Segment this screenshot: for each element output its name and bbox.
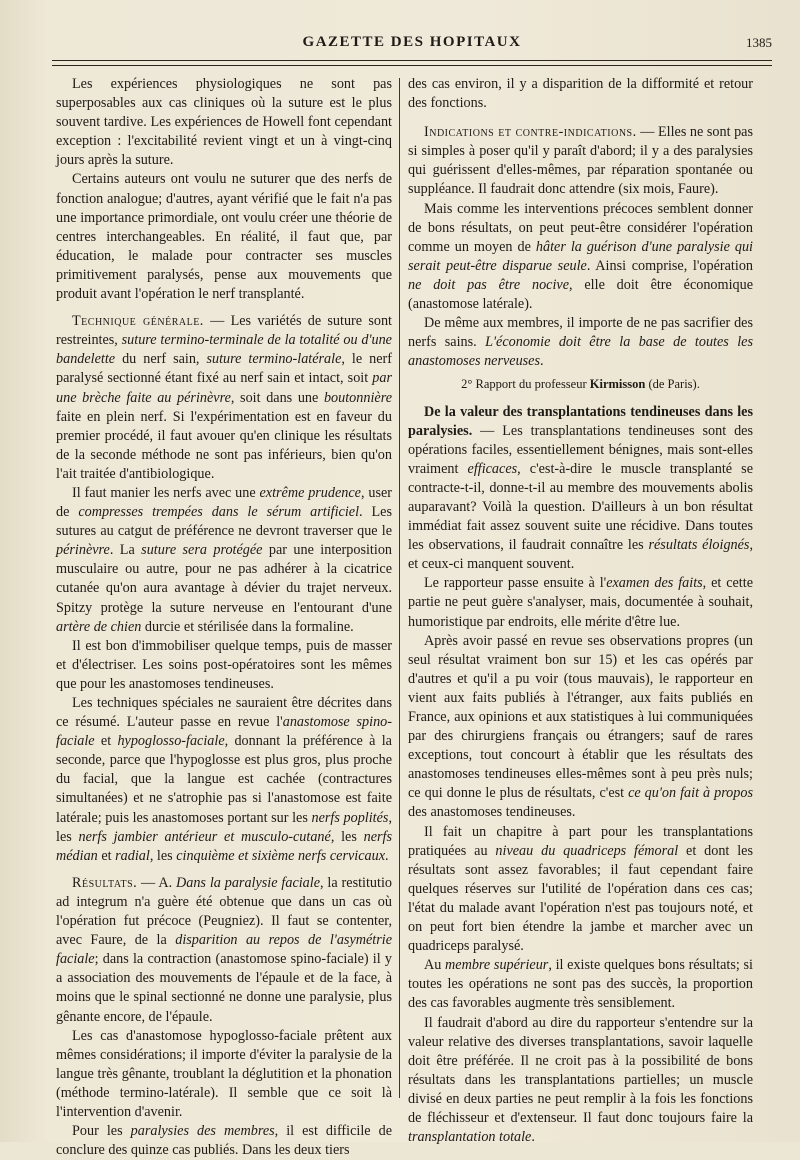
paragraph: Résultats. — A. Dans la paralysie faciale, la restitutio ad integrum n'a guère été obtenue que dans un cas où l'opération fut précoce (Peugniez). Il faut se contenter, avec Faure, de la disparition au repos de l'asymétrie faciale; dans la contraction (anastomose spino-faciale) il y a association des mouvements de l'épaule et de la face, à moins que le spinal sectionné ne donne une paralysie, plus gênante encore, de l'épaule. — [56, 874, 392, 1025]
left-column — [56, 75, 392, 1160]
paragraph: des cas environ, il y a disparition de la difformité et retour des fonctions. — [408, 76, 753, 112]
report-subheading: 2° Rapport du professeur Kirmisson (de Paris). — [461, 377, 700, 392]
paragraph: Il fait un chapitre à part pour les transplantations pratiquées au niveau du quadriceps fémoral et dont les résultats sont assez favorables; il faut cependant faire quelques réserves sur l'utilité de l'opération dans ces cas; l'état du malade avant l'opération n'est pas toujours noté, et on peut fort bien étendre la jambe et marcher avec un quadriceps paralysé. — [408, 823, 753, 955]
paragraph: Au membre supérieur, il existe quelques bons résultats; si toutes les opérations ne sont pas des succès, la proportion des cas favorables augmente très sensiblement. — [408, 957, 753, 1012]
paragraph: Les cas d'anastomose hypoglosso-faciale prêtent aux mêmes considérations; il importe d'éviter la paralysie de la langue très gênante, troublant la déglutition et la phonation (méthode termino-latérale). Il semble que ce soit là l'intervention d'avenir. — [56, 1027, 392, 1120]
page-number: 1385 — [746, 35, 772, 50]
paragraph: Technique générale. — Les variétés de suture sont restreintes, suture termino-terminale de la totalité ou d'une bandelette du nerf sain, suture termino-latérale, le nerf paralysé sectionné étant fixé au nerf sain et intact, soit par une brèche faite au périnèvre, soit dans une boutonnière faite en plein nerf. Si l'expérimentation est en faveur du premier procédé, il faut avouer qu'en clinique les résultats de la seconde méthode ne sont pas inférieurs, bien qu'on l'ait traitée d'antibiologique. — [56, 313, 392, 482]
paragraph: Certains auteurs ont voulu ne suturer que des nerfs de fonction analogue; d'autres, ayant vérifié que le fait n'a pas une importance primordiale, ont voulu créer une théorie de centres interchangeables. En réalité, il faut que, par éducation, le malade pour contracter ses muscles primitivement paralysés, pense aux mouvements que produit avant l'opération le nerf transplanté. — [56, 171, 392, 303]
paragraph: Mais comme les interventions précoces semblent donner de bons résultats, on peut peut-être considérer l'opération comme un moyen de hâter la guérison d'une paralysie qui serait peut-être disparue seule. Ainsi comprise, l'opération ne doit pas être nocive, elle doit être économique (anastomose latérale). — [408, 200, 754, 313]
section-heading: Technique générale. — [72, 313, 204, 330]
section-heading: De la valeur des transplantations tendineuses dans les paralysies. — [408, 403, 753, 439]
section-heading: Résultats. — [72, 874, 138, 891]
paragraph: Il faudrait d'abord au dire du rapporteur s'entendre sur la valeur relative des diverses transplantations, savoir laquelle doit être préférée. Il ne croit pas à la possibilité de bons résultats dans les transplantations partielles; un muscle divisé en deux parties ne peut remplir à la fois les fonctions de fléchisseur et d'extenseur. Il faut donc toujours faire la transplantation totale. — [408, 1014, 753, 1146]
paragraph: Après avoir passé en revue ses observations propres (un seul résultat vraiment bon sur 15) et les cas opérés par d'autres et qu'il a pu voir (tous mauvais), le rapporteur en vient aux faits publiés à l'étranger, aux faits publiés en France, aux opinions et aux statistiques à lui communiquées par des chirurgiens français ou étrangers; sauf de rares exceptions, tout concourt à établir que les résultats des anastomoses tendineuses elles-mêmes sont à peu près nuls; ce qui donne le plus de résultats, c'est ce qu'on fait à propos des anastomoses tendineuses. — [408, 632, 753, 821]
paragraph: Le rapporteur passe ensuite à l'examen des faits, et cette partie ne peut guère s'analyser, mais, documentée à souhait, humoristique par endroits, elle mérite d'être lue. — [408, 575, 753, 630]
paragraph: Les expériences physiologiques ne sont pas superposables aux cas cliniques où la suture est le plus souvent tardive. Les expériences de Howell font cependant exception : l'excitabilité revient vingt et un à vingt-cinq jours après la suture. — [56, 76, 392, 169]
journal-title: GAZETTE DES HOPITAUX — [302, 34, 522, 50]
paragraph: Il est bon d'immobiliser quelque temps, puis de masser et d'électriser. Les soins post-opératoires sont les mêmes que pour les anastomoses tendineuses. — [56, 637, 392, 692]
header-rule-thin — [52, 65, 772, 66]
running-header — [52, 34, 772, 54]
paragraph: Indications et contre-indications. — Elles ne sont pas si simples à poser qu'il y paraît d'abord; il y a des paralysies qui guérissent d'elles-mêmes, par réparation spontanée ou suppléance. Il faudrait donc attendre (six mois, Faure). — [408, 124, 753, 198]
paragraph: Les techniques spéciales ne sauraient être décrites dans ce résumé. L'auteur passe en revue l'anastomose spino-faciale et hypoglosso-faciale, donnant la préférence à la seconde, parce que l'hypoglosse est plus gros, plus proche du facial, que la langue est cachée (contractures simultanées) et ne s'atrophie pas si l'anastomose est faite latérale; puis les anastomoses portant sur les nerfs poplités, les nerfs jambier antérieur et musculo-cutané, les nerfs médian et radial, les cinquième et sixième nerfs cervicaux. — [56, 695, 393, 864]
section-heading: Indications et contre-indications. — [424, 124, 637, 141]
column-divider — [399, 78, 400, 1098]
paragraph: Pour les paralysies des membres, il est difficile de conclure des quinze cas publiés. Dans les deux tiers — [56, 1123, 393, 1159]
right-column — [408, 75, 753, 1147]
paragraph: Il faut manier les nerfs avec une extrême prudence, user de compresses trempées dans le sérum artificiel. Les sutures au catgut de préférence ne devront traverser que le périnèvre. La suture sera protégée par une interposition musculaire ou autre, pour ne pas adhérer à la cicatrice cutanée qu'on aura avantage à dévier du trajet nerveux. Spitzy protège la suture nerveuse en l'entourant d'une artère de chien durcie et stérilisée dans la formaline. — [56, 484, 393, 635]
paragraph: De même aux membres, il importe de ne pas sacrifier des nerfs sains. L'économie doit être la base de toutes les anastomoses nerveuses. — [408, 315, 753, 370]
header-rule — [52, 60, 772, 61]
paragraph: De la valeur des transplantations tendineuses dans les paralysies. — Les transplantations tendineuses sont des opérations faciles, essentiellement bénignes, mais sont-elles vraiment efficaces, c'est-à-dire le muscle transplanté se contracte-t-il, donne-t-il au membre des mouvements abolis auparavant? Voilà la question. D'ailleurs à un bon résultat immédiat fait assez souvent suite une récidive. Dans toutes les observations, il faudrait connaître les résultats éloignés, et ceux-ci manquent souvent. — [408, 403, 754, 573]
